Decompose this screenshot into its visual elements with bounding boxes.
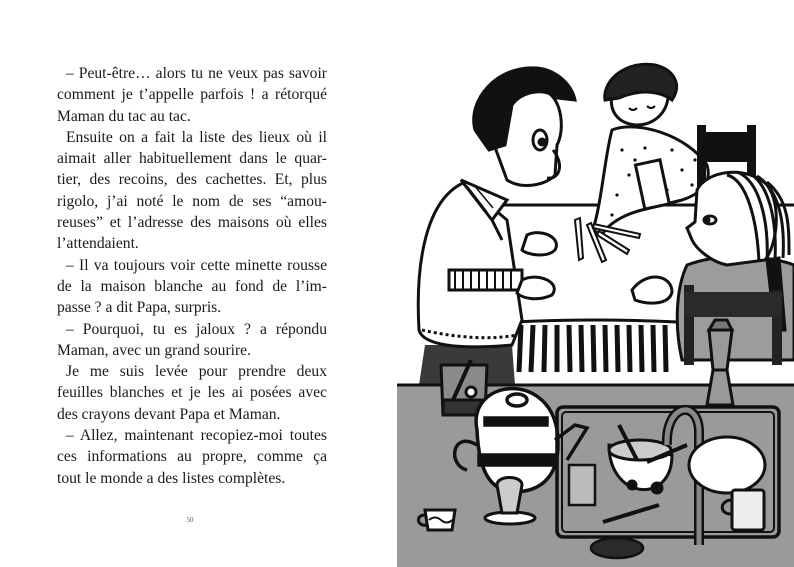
text-line: de la maison blanche au fond de l’im- (57, 277, 327, 295)
text-line: Maman du tac au tac. (57, 107, 191, 125)
text-line: tout le monde a des listes complètes. (57, 469, 286, 487)
father (418, 68, 575, 347)
text-line: rigolo, j’ai noté le nom de ses “amou- (57, 192, 327, 210)
page-number: 50 (186, 516, 194, 524)
plate (689, 437, 765, 493)
family-kitchen-illustration (397, 0, 794, 567)
body-text (57, 63, 327, 489)
text-line: Maman, avec un grand sourire. (57, 341, 251, 359)
text-line: des crayons devant Papa et Maman. (57, 405, 281, 423)
moka-pot (707, 320, 733, 405)
text-line: l’attendaient. (57, 235, 139, 253)
text-line: Je me suis levée pour prendre deux (66, 363, 327, 381)
text-line: aimait aller habituellement dans le quar- (57, 150, 327, 168)
text-line: Ensuite on a fait la liste des lieux où il (66, 128, 327, 146)
text-line: – Allez, maintenant recopiez-moi toutes (66, 427, 327, 445)
text-line: tier, des recoins, des cachettes. Et, plus (57, 171, 327, 189)
sponge (591, 538, 643, 558)
glass (569, 465, 595, 505)
text-line: – Peut-être… alors tu ne veux pas savoir (66, 65, 327, 82)
text-line: comment je t’appelle parfois ! a rétorqué (57, 86, 327, 104)
text-line: – Pourquoi, tu es jaloux ? a répondu (66, 320, 327, 338)
text-line: passe ? a dit Papa, surpris. (57, 299, 222, 317)
text-line: reuses” et l’adresse des maisons où elles (57, 214, 327, 232)
child (593, 64, 708, 235)
text-line: feuilles blanches et je les ai posées avec (57, 384, 327, 402)
text-line: ces informations au propre, comme ça (57, 448, 327, 466)
text-line: – Il va toujours voir cette minette rousse (66, 256, 327, 274)
right-page (397, 0, 794, 567)
tablecloth-stripes (513, 320, 677, 373)
